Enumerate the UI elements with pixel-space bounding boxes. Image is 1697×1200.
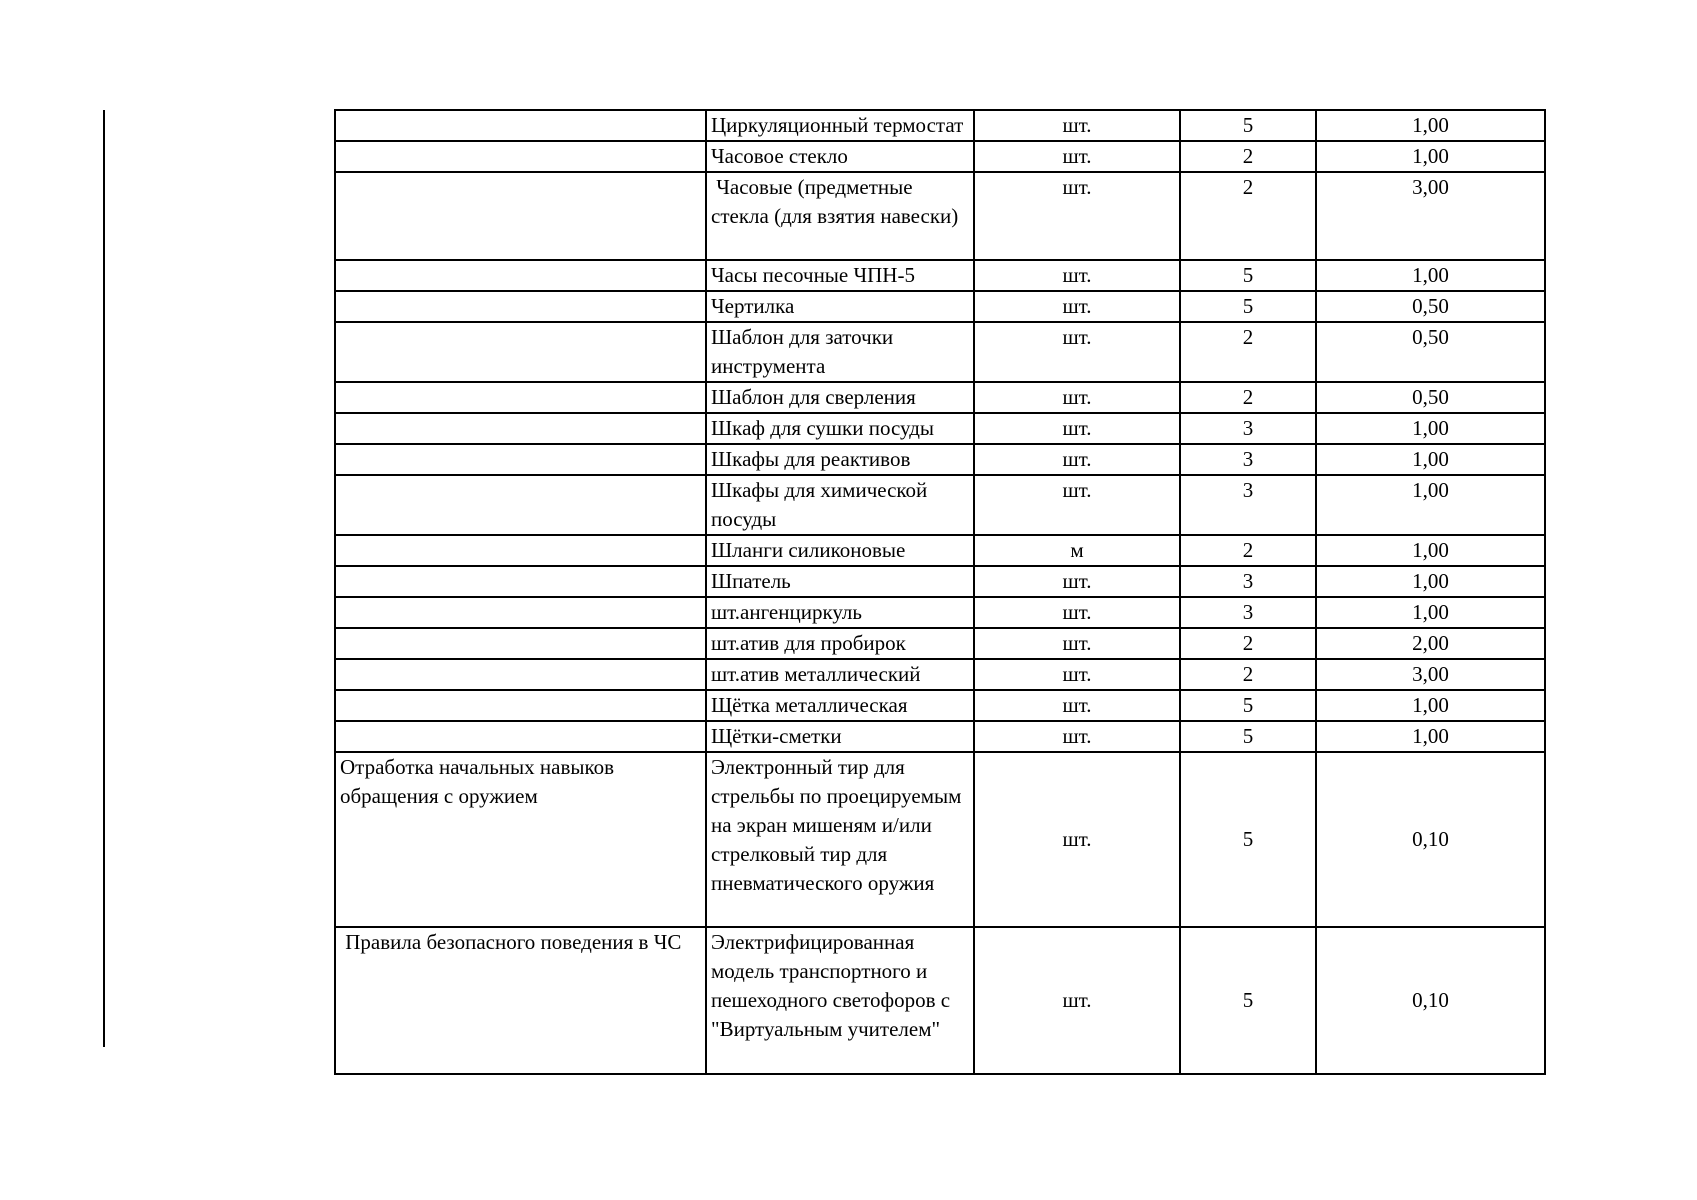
topic-cell — [335, 659, 706, 690]
unit-cell: шт. — [974, 444, 1180, 475]
topic-cell: Правила безопасного поведения в ЧС — [335, 927, 706, 1074]
topic-cell — [335, 721, 706, 752]
qty-cell: 2 — [1180, 628, 1316, 659]
years-cell: 1,00 — [1316, 110, 1545, 141]
years-cell: 1,00 — [1316, 690, 1545, 721]
item-cell: Часовые (предметные стекла (для взятия навески) — [706, 172, 974, 260]
item-cell: Шпатель — [706, 566, 974, 597]
unit-cell: шт. — [974, 690, 1180, 721]
years-cell: 1,00 — [1316, 597, 1545, 628]
years-cell: 0,10 — [1316, 927, 1545, 1074]
item-cell: Циркуляционный термостат — [706, 110, 974, 141]
item-cell: Щётка металлическая — [706, 690, 974, 721]
item-cell: Электронный тир для стрельбы по проецируемым на экран мишеням и/или стрелковый тир для пневматического оружия — [706, 752, 974, 927]
table-row — [335, 535, 1545, 566]
years-cell: 3,00 — [1316, 659, 1545, 690]
item-cell: Часовое стекло — [706, 141, 974, 172]
years-cell: 2,00 — [1316, 628, 1545, 659]
unit-cell: шт. — [974, 721, 1180, 752]
unit-cell: шт. — [974, 927, 1180, 1074]
item-cell: Чертилка — [706, 291, 974, 322]
item-cell: шт.атив металлический — [706, 659, 974, 690]
table-row — [335, 690, 1545, 721]
qty-cell: 5 — [1180, 927, 1316, 1074]
table-row — [335, 721, 1545, 752]
unit-cell: шт. — [974, 260, 1180, 291]
table-row — [335, 110, 1545, 141]
qty-cell: 2 — [1180, 141, 1316, 172]
topic-cell: Отработка начальных навыков обращения с оружием — [335, 752, 706, 927]
item-cell: Шланги силиконовые — [706, 535, 974, 566]
page-margin-line — [103, 110, 105, 1047]
table-row — [335, 322, 1545, 382]
years-cell: 1,00 — [1316, 535, 1545, 566]
unit-cell: шт. — [974, 172, 1180, 260]
qty-cell: 3 — [1180, 413, 1316, 444]
unit-cell: м — [974, 535, 1180, 566]
unit-cell: шт. — [974, 628, 1180, 659]
topic-cell — [335, 475, 706, 535]
years-cell: 1,00 — [1316, 413, 1545, 444]
qty-cell: 3 — [1180, 475, 1316, 535]
item-cell: Электрифицированная модель транспортного и пешеходного светофоров с "Виртуальным учителем" — [706, 927, 974, 1074]
table-row — [335, 413, 1545, 444]
item-cell: Шаблон для сверления — [706, 382, 974, 413]
qty-cell: 3 — [1180, 444, 1316, 475]
qty-cell: 5 — [1180, 690, 1316, 721]
years-cell: 0,50 — [1316, 382, 1545, 413]
item-cell: Шкафы для химической посуды — [706, 475, 974, 535]
unit-cell: шт. — [974, 566, 1180, 597]
years-cell: 0,50 — [1316, 322, 1545, 382]
topic-cell — [335, 628, 706, 659]
table-row — [335, 628, 1545, 659]
qty-cell: 5 — [1180, 721, 1316, 752]
years-cell: 1,00 — [1316, 475, 1545, 535]
unit-cell: шт. — [974, 597, 1180, 628]
topic-cell — [335, 291, 706, 322]
table-row — [335, 475, 1545, 535]
topic-cell — [335, 260, 706, 291]
topic-cell — [335, 172, 706, 260]
unit-cell: шт. — [974, 475, 1180, 535]
unit-cell: шт. — [974, 752, 1180, 927]
qty-cell: 2 — [1180, 535, 1316, 566]
qty-cell: 5 — [1180, 752, 1316, 927]
qty-cell: 3 — [1180, 597, 1316, 628]
item-cell: Шкафы для реактивов — [706, 444, 974, 475]
table-row — [335, 927, 1545, 1074]
table-row — [335, 659, 1545, 690]
topic-cell — [335, 110, 706, 141]
qty-cell: 5 — [1180, 110, 1316, 141]
years-cell: 1,00 — [1316, 721, 1545, 752]
unit-cell: шт. — [974, 141, 1180, 172]
table-row — [335, 752, 1545, 927]
table-row — [335, 172, 1545, 260]
topic-cell — [335, 322, 706, 382]
item-cell: шт.ангенциркуль — [706, 597, 974, 628]
equipment-table — [334, 109, 1546, 1075]
years-cell: 1,00 — [1316, 141, 1545, 172]
topic-cell — [335, 413, 706, 444]
unit-cell: шт. — [974, 322, 1180, 382]
topic-cell — [335, 597, 706, 628]
item-cell: Шкаф для сушки посуды — [706, 413, 974, 444]
unit-cell: шт. — [974, 659, 1180, 690]
unit-cell: шт. — [974, 110, 1180, 141]
qty-cell: 2 — [1180, 322, 1316, 382]
topic-cell — [335, 566, 706, 597]
qty-cell: 2 — [1180, 659, 1316, 690]
item-cell: Часы песочные ЧПН-5 — [706, 260, 974, 291]
table-row — [335, 260, 1545, 291]
table-row — [335, 597, 1545, 628]
years-cell: 1,00 — [1316, 260, 1545, 291]
years-cell: 1,00 — [1316, 444, 1545, 475]
years-cell: 1,00 — [1316, 566, 1545, 597]
table-row — [335, 291, 1545, 322]
qty-cell: 5 — [1180, 260, 1316, 291]
table-row — [335, 382, 1545, 413]
years-cell: 0,10 — [1316, 752, 1545, 927]
unit-cell: шт. — [974, 413, 1180, 444]
table-row — [335, 141, 1545, 172]
item-cell: шт.атив для пробирок — [706, 628, 974, 659]
item-cell: Шаблон для заточки инструмента — [706, 322, 974, 382]
item-cell: Щётки-сметки — [706, 721, 974, 752]
years-cell: 3,00 — [1316, 172, 1545, 260]
table-row — [335, 444, 1545, 475]
topic-cell — [335, 444, 706, 475]
table-row — [335, 566, 1545, 597]
qty-cell: 2 — [1180, 382, 1316, 413]
topic-cell — [335, 141, 706, 172]
unit-cell: шт. — [974, 291, 1180, 322]
qty-cell: 3 — [1180, 566, 1316, 597]
unit-cell: шт. — [974, 382, 1180, 413]
topic-cell — [335, 690, 706, 721]
topic-cell — [335, 382, 706, 413]
years-cell: 0,50 — [1316, 291, 1545, 322]
topic-cell — [335, 535, 706, 566]
qty-cell: 2 — [1180, 172, 1316, 260]
qty-cell: 5 — [1180, 291, 1316, 322]
